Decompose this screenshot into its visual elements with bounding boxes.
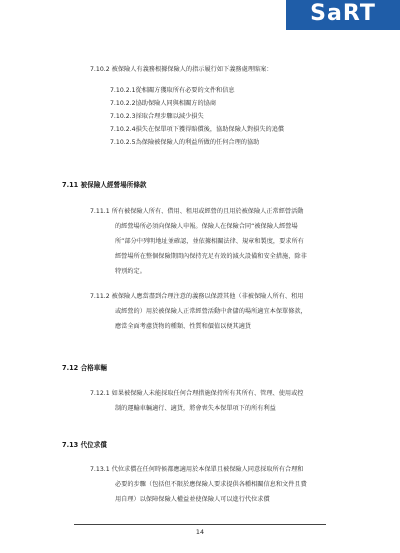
clause-7-13-1-line-2: 必要的步驟（包括但不限於應保險人要求提供各種相關信息和文件且費 bbox=[115, 481, 307, 488]
clause-7-12-1-line-1: 7.12.1 如果被保險人未能採取任何合理措施保持所有其所有、管理、使用或控 bbox=[90, 390, 304, 397]
clause-7-11-1-line-1: 7.11.1 所有被保險人所有、借用、租用或經營的且用於被保險人正常經營活動 bbox=[90, 208, 304, 215]
clause-7-13-1-line-1: 7.13.1 代位求償在任何時候都應適用於本保單且被保險人同意採取所有合理和 bbox=[90, 466, 304, 473]
clause-7-11-1-line-2: 的經營場所必須向保險人申報。保險人在保險合同“被保險人經營場 bbox=[115, 223, 298, 230]
clause-7-11-1-line-3: 所”部分中列明地址並確認，並依據相關法律、規章和製度，要求所有 bbox=[115, 238, 304, 245]
section-heading-7-12: 7.12 合格車輛 bbox=[62, 364, 107, 372]
page-number: 14 bbox=[195, 528, 205, 536]
clause-7-12-1-line-2: 制的運輸車輛適行、適貨，將會喪失本保單項下的所有利益 bbox=[115, 405, 276, 412]
section-heading-7-13: 7.13 代位求償 bbox=[62, 441, 107, 449]
clause-7-11-2-line-1: 7.11.2 被保險人應當盡到合理注意的義務以保證其他（非被保險人所有、租用 bbox=[90, 293, 304, 300]
clause-7-11-1-line-5: 特別約定。 bbox=[115, 268, 146, 275]
clause-7-13-1-line-3: 用自理）以保障保險人權益並使保險人可以進行代位求償 bbox=[115, 496, 270, 503]
footer-rule bbox=[74, 524, 326, 525]
clause-7-10-2: 7.10.2 被保險人有義務根據保險人的指示履行如下義務處理賠案： bbox=[90, 66, 273, 73]
section-heading-7-11: 7.11 被保險人經營場所條款 bbox=[62, 181, 147, 189]
clause-7-11-2-line-2: 或經營的）用於被保險人正常經營活動中倉儲的場所適宜本保單條款， bbox=[115, 308, 307, 315]
clause-7-10-2-3: 7.10.2.3採取合理步驟以減少損失 bbox=[110, 113, 204, 120]
sart-logo: SaRT bbox=[286, 0, 400, 30]
clause-7-10-2-5: 7.10.2.5為保險被保險人的利益所做的任何合理的協助 bbox=[110, 139, 260, 146]
clause-7-10-2-1: 7.10.2.1從相關方獲取所有必要的文件和信息 bbox=[110, 87, 235, 94]
clause-7-10-2-2: 7.10.2.2協助保險人同與相關方的協商 bbox=[110, 100, 217, 107]
clause-7-11-2-line-3: 應當全面考慮貨物的種類、性質和價值以便其適貨 bbox=[115, 323, 252, 330]
clause-7-11-1-line-4: 經營場所在整個保險期間內保持充足有效的減火設備和安全措施，除非 bbox=[115, 253, 307, 260]
clause-7-10-2-4: 7.10.2.4損失在保單項下獲得賠償後，協助保險人對損失的追償 bbox=[110, 126, 285, 133]
